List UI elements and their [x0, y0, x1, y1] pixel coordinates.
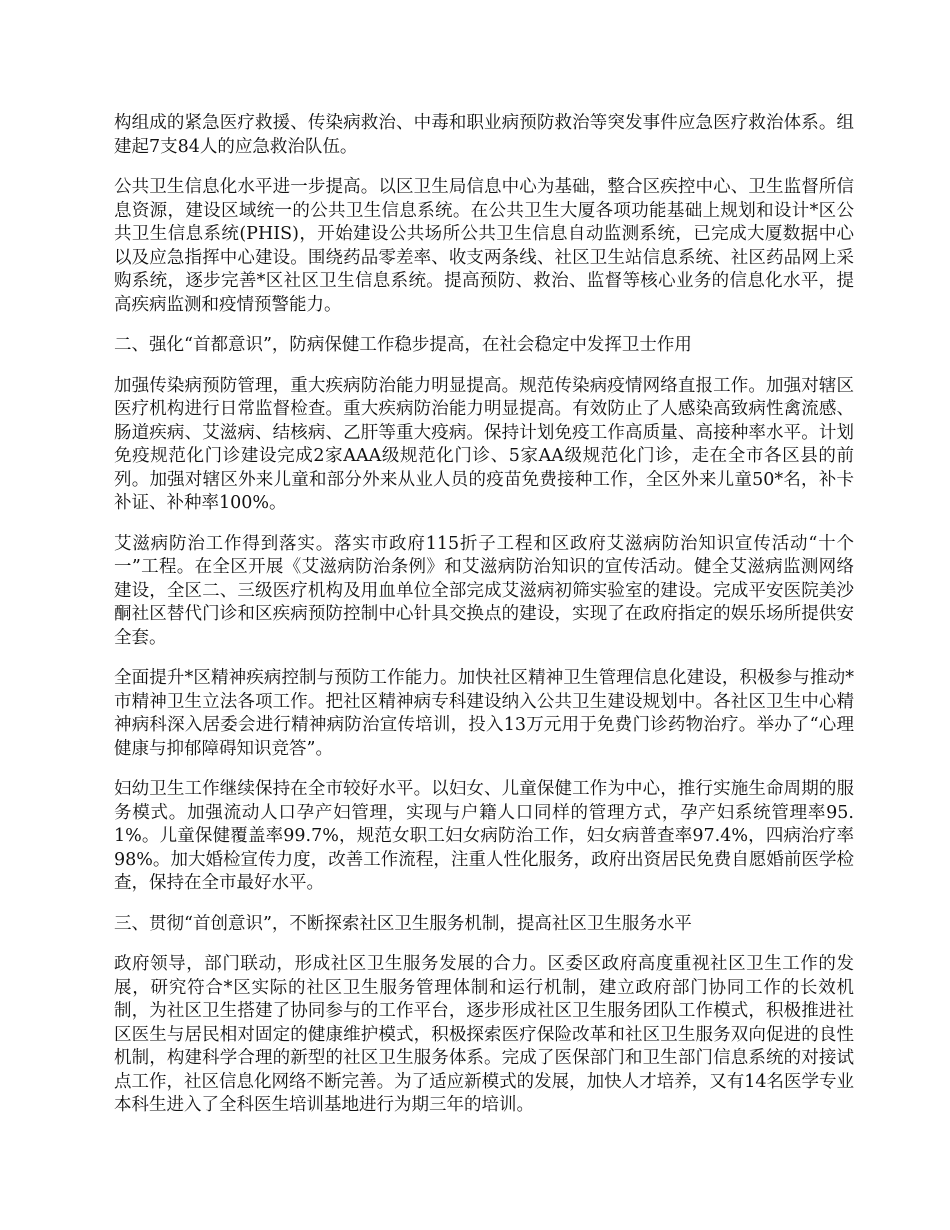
paragraph-aids-prevention: 艾滋病防治工作得到落实。落实市政府115折子工程和区政府艾滋病防治知识宣传活动“十个一”工程。在全区开展《艾滋病防治条例》和艾滋病防治知识的宣传活动。健全艾滋病监测网络建设，全区二、三级医疗机构及用血单位全部完成艾滋病初筛实验室的建设。完成平安医院美沙酮社区替代门诊和区疾病预防控制中心针具交换点的建设，实现了在政府指定的娱乐场所提供安全套。 [114, 533, 854, 648]
paragraph-community-health-service: 政府领导，部门联动，形成社区卫生服务发展的合力。区委区政府高度重视社区卫生工作的发展，研究符合*区实际的社区卫生服务管理体制和运行机制，建立政府部门协同工作的长效机制，为社区卫生搭建了协同参与的工作平台，逐步形成社区卫生服务团队工作模式，积极推进社区医生与居民相对固定的健康维护模式，积极探索医疗保险改革和社区卫生服务双向促进的良性机制，构建科学合理的新型的社区卫生服务体系。完成了医保部门和卫生部门信息系统的对接试点工作，社区信息化网络不断完善。为了适应新模式的发展，加快人才培养，又有14名医学专业本科生进入了全科医生培训基地进行为期三年的培训。 [114, 954, 854, 1115]
paragraph-maternal-child-health: 妇幼卫生工作继续保持在全市较好水平。以妇女、儿童保健工作为中心，推行实施生命周期的服务模式。加强流动人口孕产妇管理，实现与户籍人口同样的管理方式，孕产妇系统管理率95.1%。儿童保健覆盖率99.7%，规范女职工妇女病防治工作，妇女病普查率97.4%，四病治疗率98%。加大婚检宣传力度，改善工作流程，注重人性化服务，政府出资居民免费自愿婚前医学检查，保持在全市最好水平。 [114, 779, 854, 893]
paragraph-mental-health: 全面提升*区精神疾病控制与预防工作能力。加快社区精神卫生管理信息化建设，积极参与推动*市精神卫生立法各项工作。把社区精神病专科建设纳入公共卫生建设规划中。各社区卫生中心精神病科深入居委会进行精神病防治宣传培训，投入13万元用于免费门诊药物治疗。举办了“心理健康与抑郁障碍知识竞答”。 [114, 668, 854, 759]
paragraph-emergency-teams: 构组成的紧急医疗救援、传染病救治、中毒和职业病预防救治等突发事件应急医疗救治体系。组建起7支84人的应急救治队伍。 [114, 113, 854, 157]
section-heading-two: 二、强化“首都意识”，防病保健工作稳步提高，在社会稳定中发挥卫士作用 [114, 335, 692, 355]
section-heading-three: 三、贯彻“首创意识”，不断探索社区卫生服务机制，提高社区卫生服务水平 [114, 913, 692, 934]
paragraph-public-health-informatization: 公共卫生信息化水平进一步提高。以区卫生局信息中心为基础，整合区疾控中心、卫生监督所信息资源，建设区域统一的公共卫生信息系统。在公共卫生大厦各项功能基础上规划和设计*区公共卫生信息系统(PHIS)，开始建设公共场所公共卫生信息自动监测系统，已完成大厦数据中心以及应急指挥中心建设。围绕药品零差率、收支两条线、社区卫生站信息系统、社区药品网上采购系统，逐步完善*区社区卫生信息系统。提高预防、救治、监督等核心业务的信息化水平，提高疾病监测和疫情预警能力。 [114, 177, 854, 315]
paragraph-infectious-disease: 加强传染病预防管理，重大疾病防治能力明显提高。规范传染病疫情网络直报工作。加强对辖区医疗机构进行日常监督检查。重大疾病防治能力明显提高。有效防止了人感染高致病性禽流感、肠道疾病、艾滋病、结核病、乙肝等重大疫病。保持计划免疫工作高质量、高接种率水平。计划免疫规范化门诊建设完成2家AAA级规范化门诊、5家AA级规范化门诊，走在全市各区县的前列。加强对辖区外来儿童和部分外来从业人员的疫苗免费接种工作，全区外来儿童50*名，补卡补证、补种率100%。 [114, 375, 854, 513]
